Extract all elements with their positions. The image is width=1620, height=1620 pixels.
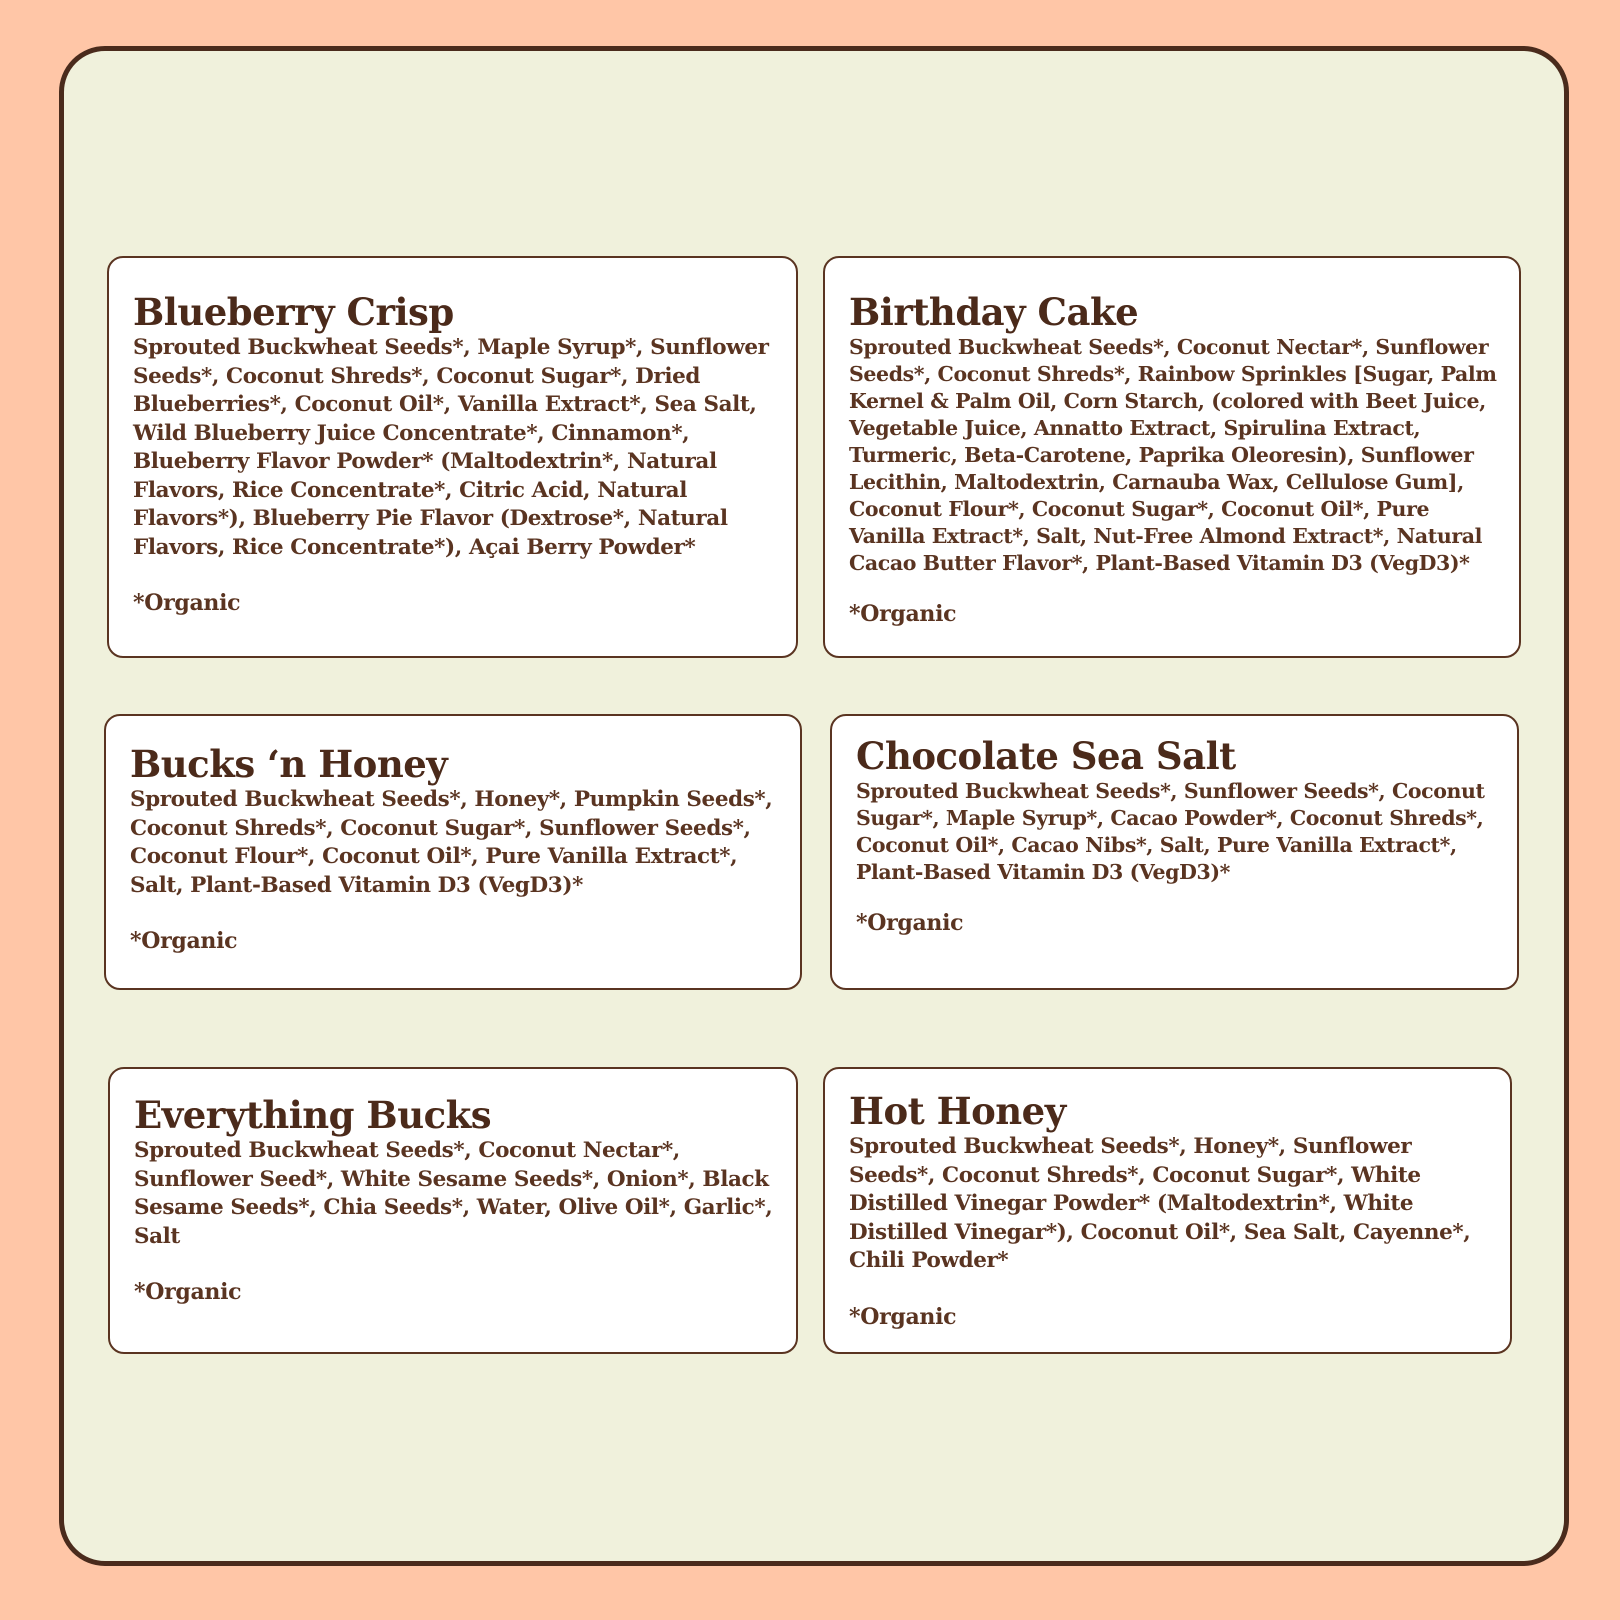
organic-note: *Organic [856,910,964,936]
organic-note: *Organic [134,1279,242,1305]
ingredients-text: Sprouted Buckwheat Seeds*, Sunflower Seeds*, Coconut Sugar*, Maple Syrup*, Cacao Powder*, Coconut Shreds*, Coconut Oil*, Cacao Nibs*, Salt, Pure Vanilla Extract*, Plant-Based Vitamin D3 (VegD3)* [856,779,1485,884]
product-title: Blueberry Crisp [133,290,454,334]
product-title: Bucks ‘n Honey [130,742,448,786]
ingredients-text: Sprouted Buckwheat Seeds*, Honey*, Sunflower Seeds*, Coconut Shreds*, Coconut Sugar*, White Distilled Vinegar Powder* (Maltodextrin*, White Distilled Vinegar*), Coconut Oil*, Sea Salt, Cayenne*, Chili Powder* [849,1134,1471,1273]
ingredients-text: Sprouted Buckwheat Seeds*, Honey*, Pumpkin Seeds*, Coconut Shreds*, Coconut Sugar*, Sunflower Seeds*, Coconut Flour*, Coconut Oil*, Pure Vanilla Extract*, Salt, Plant-Based Vitamin D3 (VegD3)* [130,787,773,898]
organic-note: *Organic [133,590,241,616]
product-card-bucks-n-honey [104,714,802,990]
ingredients-text: Sprouted Buckwheat Seeds*, Coconut Nectar*, Sunflower Seeds*, Coconut Shreds*, Rainbow Sprinkles [Sugar, Palm Kernel & Palm Oil, Corn Starch, (colored with Beet Juice, Vegetable Juice, Annatto Extract, Spirulina Extract, Turmeric, Beta-Carotene, Paprika Oleoresin), Sunflower Lecithin, Maltodextrin, Carnauba Wax, Cellulose Gum], Coconut Flour*, Coconut Sugar*, Coconut Oil*, Pure Vanilla Extract*, Salt, Nut-Free Almond Extract*, Natural Cacao Butter Flavor*, Plant-Based Vitamin D3 (VegD3)* [849,335,1497,575]
product-card-hot-honey [823,1067,1512,1354]
product-card-chocolate-sea-salt [830,714,1519,990]
product-title: Chocolate Sea Salt [856,734,1236,778]
ingredients-text: Sprouted Buckwheat Seeds*, Coconut Nectar*, Sunflower Seed*, White Sesame Seeds*, Onion*, Black Sesame Seeds*, Chia Seeds*, Water, Olive Oil*, Garlic*, Salt [134,1138,773,1249]
organic-note: *Organic [130,928,238,954]
product-title: Hot Honey [849,1089,1066,1133]
product-title: Birthday Cake [849,290,1139,334]
product-card-blueberry-crisp [107,256,798,658]
organic-note: *Organic [849,601,957,627]
product-card-everything-bucks [108,1067,798,1354]
ingredients-text: Sprouted Buckwheat Seeds*, Maple Syrup*, Sunflower Seeds*, Coconut Shreds*, Coconut Sugar*, Dried Blueberries*, Coconut Oil*, Vanilla Extract*, Sea Salt, Wild Blueberry Juice Concentrate*, Cinnamon*, Blueberry Flavor Powder* (Maltodextrin*, Natural Flavors, Rice Concentrate*, Citric Acid, Natural Flavors*), Blueberry Pie Flavor (Dextrose*, Natural Flavors, Rice Concentrate*), Açai Berry Powder* [133,335,769,560]
organic-note: *Organic [849,1303,957,1330]
product-card-birthday-cake [823,256,1521,658]
product-title: Everything Bucks [134,1093,492,1137]
